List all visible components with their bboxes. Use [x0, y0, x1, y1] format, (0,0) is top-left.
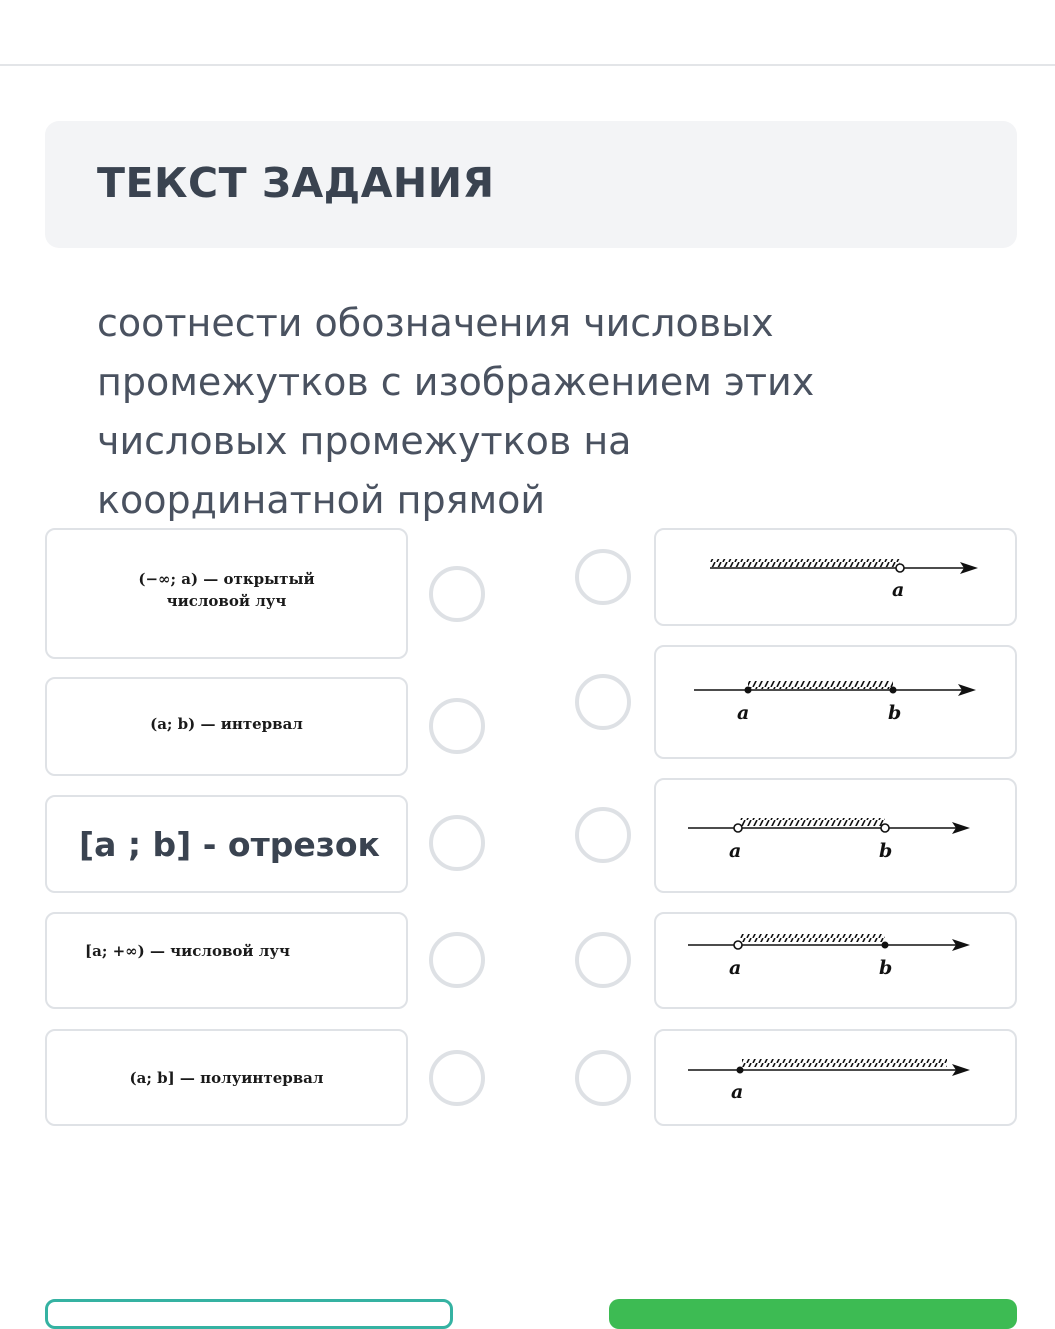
label-b: b — [879, 840, 893, 862]
primary-button[interactable] — [609, 1299, 1017, 1329]
left-card-2 — [45, 677, 408, 776]
top-divider — [0, 64, 1055, 66]
number-line-4 — [656, 914, 1014, 1006]
left-radio-5[interactable] — [429, 1050, 485, 1106]
label-a: a — [892, 579, 905, 601]
label-a: a — [729, 957, 742, 979]
right-radio-3[interactable] — [575, 807, 631, 863]
number-line-1 — [656, 530, 1014, 623]
right-radio-1[interactable] — [575, 549, 631, 605]
right-radio-5[interactable] — [575, 1050, 631, 1106]
task-text: соотнести обозначения числовых промежутков с изображением этих числовых промежутков на координатной прямой — [97, 301, 815, 522]
left-radio-2[interactable] — [429, 698, 485, 754]
left-card-1 — [45, 528, 408, 659]
left-card-4 — [45, 912, 408, 1009]
number-line-2 — [656, 647, 1014, 756]
left-radio-3[interactable] — [429, 815, 485, 871]
label-b: b — [888, 702, 902, 724]
number-line-5 — [656, 1031, 1014, 1123]
left-card-4-text: [a; +∞) — числовой луч — [85, 942, 290, 960]
left-radio-4[interactable] — [429, 932, 485, 988]
label-a: a — [731, 1081, 744, 1103]
label-a: a — [737, 702, 750, 724]
label-b: b — [879, 957, 893, 979]
left-card-2-text: (a; b) — интервал — [150, 715, 303, 733]
secondary-button[interactable] — [45, 1299, 453, 1329]
left-card-1-line1: (−∞; a) — открытый — [138, 570, 315, 588]
label-a: a — [729, 840, 742, 862]
right-card-5 — [654, 1029, 1017, 1126]
left-card-1-line2: числовой луч — [166, 592, 287, 610]
right-card-4 — [654, 912, 1017, 1009]
number-line-3 — [656, 780, 1014, 890]
task-header — [45, 121, 1017, 248]
left-card-5-text: (a; b] — полуинтервал — [129, 1069, 324, 1087]
right-radio-2[interactable] — [575, 674, 631, 730]
left-card-3 — [45, 795, 408, 893]
left-card-5 — [45, 1029, 408, 1126]
right-card-3 — [654, 778, 1017, 893]
left-radio-1[interactable] — [429, 566, 485, 622]
right-radio-4[interactable] — [575, 932, 631, 988]
left-card-3-text: [a ; b] - отрезок — [79, 825, 380, 864]
right-card-2 — [654, 645, 1017, 759]
right-card-1 — [654, 528, 1017, 626]
task-header-title: ТЕКСТ ЗАДАНИЯ — [97, 159, 495, 207]
